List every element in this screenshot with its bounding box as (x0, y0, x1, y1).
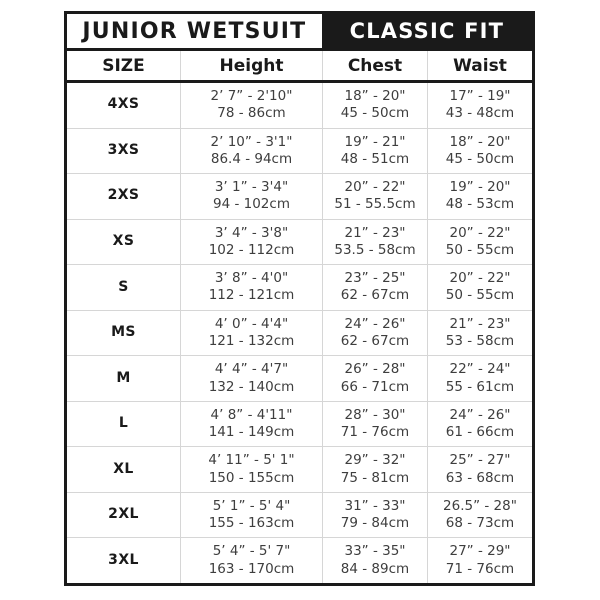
column-header-row (67, 51, 532, 83)
waist-inches: 26.5” - 28" (443, 497, 517, 514)
chest-inches: 18” - 20" (344, 88, 406, 104)
waist-inches: 20” - 22" (449, 224, 511, 241)
title-row (67, 14, 532, 51)
waist-cm: 48 - 53cm (445, 196, 515, 213)
waist-inches: 20” - 22" (449, 270, 511, 287)
height-cm: 163 - 170cm (208, 560, 295, 577)
chest-cm: 66 - 71cm (340, 378, 410, 395)
table-row (67, 219, 532, 265)
height-inches: 4’ 4” - 4'7" (214, 361, 289, 378)
height-inches: 3’ 8” - 4'0" (214, 270, 289, 287)
col-header-size: SIZE (102, 55, 145, 76)
chest-cm: 71 - 76cm (340, 424, 410, 441)
col-header-waist: Waist (427, 51, 532, 80)
height-inches: 2’ 7” - 2'10" (210, 88, 293, 104)
waist-cell (427, 265, 532, 310)
size-cell: 3XS (107, 141, 140, 158)
waist-cm: 50 - 55cm (445, 241, 515, 258)
chest-inches: 26” - 28" (344, 361, 406, 378)
height-cm: 141 - 149cm (208, 424, 295, 441)
size-cell: 2XL (108, 506, 139, 523)
table-row (67, 310, 532, 356)
chest-cm: 62 - 67cm (340, 333, 410, 349)
waist-cm: 55 - 61cm (445, 378, 515, 395)
waist-cell (427, 447, 532, 492)
height-cell (180, 265, 322, 310)
size-cell: MS (111, 324, 136, 341)
height-cm: 86.4 - 94cm (210, 150, 293, 167)
col-header-height: Height (180, 51, 322, 80)
waist-cm: 71 - 76cm (445, 560, 515, 577)
height-cm: 150 - 155cm (208, 469, 295, 486)
table-row (67, 128, 532, 174)
size-cell: XS (112, 232, 135, 249)
chest-cm: 45 - 50cm (340, 105, 410, 122)
height-cm: 132 - 140cm (208, 378, 295, 395)
waist-cm: 43 - 48cm (445, 105, 515, 122)
height-cm: 112 - 121cm (208, 287, 295, 304)
height-inches: 4’ 11” - 5' 1" (208, 452, 295, 469)
size-cell: XL (113, 460, 134, 477)
table-row (67, 446, 532, 492)
chest-cm: 84 - 89cm (340, 560, 410, 577)
waist-cm: 50 - 55cm (445, 287, 515, 304)
waist-cell (427, 83, 532, 128)
height-inches: 5’ 1” - 5' 4" (212, 497, 291, 514)
chest-cell (322, 83, 427, 128)
chest-cell (322, 265, 427, 310)
chest-cell (322, 174, 427, 219)
size-cell: 2XS (107, 187, 140, 204)
table-row (67, 537, 532, 583)
size-cell: M (116, 369, 131, 386)
chest-inches: 23” - 25" (344, 270, 406, 287)
table-row (67, 264, 532, 310)
waist-cell (427, 174, 532, 219)
chest-cm: 51 - 55.5cm (334, 196, 416, 213)
size-cell: 4XS (107, 96, 140, 113)
chest-cm: 48 - 51cm (340, 150, 410, 167)
chest-cell (322, 311, 427, 356)
height-cell (180, 356, 322, 401)
col-header-chest: Chest (322, 51, 427, 80)
waist-cell (427, 129, 532, 174)
height-cell (180, 174, 322, 219)
table-body (67, 83, 532, 583)
chest-cell (322, 220, 427, 265)
waist-inches: 22” - 24" (449, 361, 511, 378)
chart-title: JUNIOR WETSUIT (67, 14, 322, 48)
chest-cell (322, 447, 427, 492)
height-inches: 5’ 4” - 5' 7" (212, 543, 291, 560)
table-row (67, 401, 532, 447)
size-cell: 3XL (108, 551, 139, 568)
chest-cell (322, 493, 427, 538)
waist-cm: 45 - 50cm (445, 150, 515, 167)
height-inches: 3’ 1” - 3'4" (214, 179, 289, 196)
chest-inches: 33” - 35" (344, 543, 406, 560)
waist-inches: 17” - 19" (449, 88, 511, 104)
height-cell (180, 493, 322, 538)
waist-cell (427, 220, 532, 265)
fit-badge: CLASSIC FIT (322, 14, 532, 48)
height-cell (180, 538, 322, 583)
height-cm: 102 - 112cm (208, 241, 295, 258)
table-row (67, 492, 532, 538)
height-cell (180, 402, 322, 447)
chest-cell (322, 129, 427, 174)
height-inches: 4’ 8” - 4'11" (210, 406, 293, 423)
waist-inches: 25” - 27" (449, 452, 511, 469)
chest-cell (322, 356, 427, 401)
size-cell: S (118, 278, 129, 295)
chest-inches: 29” - 32" (344, 452, 406, 469)
waist-inches: 19” - 20" (449, 179, 511, 196)
height-inches: 4’ 0” - 4'4" (214, 315, 289, 332)
height-inches: 2’ 10” - 3'1" (210, 133, 293, 150)
height-cell (180, 129, 322, 174)
chest-inches: 21” - 23" (344, 224, 406, 241)
height-cm: 155 - 163cm (208, 515, 295, 532)
waist-inches: 21” - 23" (449, 315, 511, 332)
waist-cell (427, 311, 532, 356)
table-row (67, 355, 532, 401)
waist-cm: 53 - 58cm (445, 333, 515, 349)
chest-inches: 24” - 26" (344, 315, 406, 332)
chest-cm: 79 - 84cm (340, 515, 410, 532)
size-cell: L (118, 415, 129, 432)
height-cell (180, 83, 322, 128)
waist-cm: 68 - 73cm (445, 515, 515, 532)
waist-inches: 24” - 26" (449, 406, 511, 423)
chest-inches: 28” - 30" (344, 406, 406, 423)
table-row (67, 173, 532, 219)
height-inches: 3’ 4” - 3'8" (214, 224, 289, 241)
height-cell (180, 447, 322, 492)
waist-inches: 18” - 20" (449, 133, 511, 150)
waist-cell (427, 356, 532, 401)
table-row (67, 83, 532, 128)
chest-cell (322, 538, 427, 583)
height-cm: 121 - 132cm (208, 333, 295, 349)
waist-cell (427, 493, 532, 538)
chest-cell (322, 402, 427, 447)
chest-cm: 75 - 81cm (340, 469, 410, 486)
height-cm: 94 - 102cm (213, 196, 290, 213)
height-cell (180, 311, 322, 356)
waist-cell (427, 538, 532, 583)
size-chart-table (64, 11, 535, 586)
waist-cm: 63 - 68cm (445, 469, 515, 486)
height-cm: 78 - 86cm (217, 105, 286, 122)
waist-inches: 27” - 29" (449, 543, 511, 560)
waist-cell (427, 402, 532, 447)
height-cell (180, 220, 322, 265)
chest-cm: 62 - 67cm (340, 287, 410, 304)
waist-cm: 61 - 66cm (445, 424, 515, 441)
chest-inches: 20” - 22" (344, 179, 406, 196)
chest-cm: 53.5 - 58cm (334, 241, 416, 258)
chest-inches: 19” - 21" (344, 133, 406, 150)
chest-inches: 31” - 33" (344, 497, 406, 514)
